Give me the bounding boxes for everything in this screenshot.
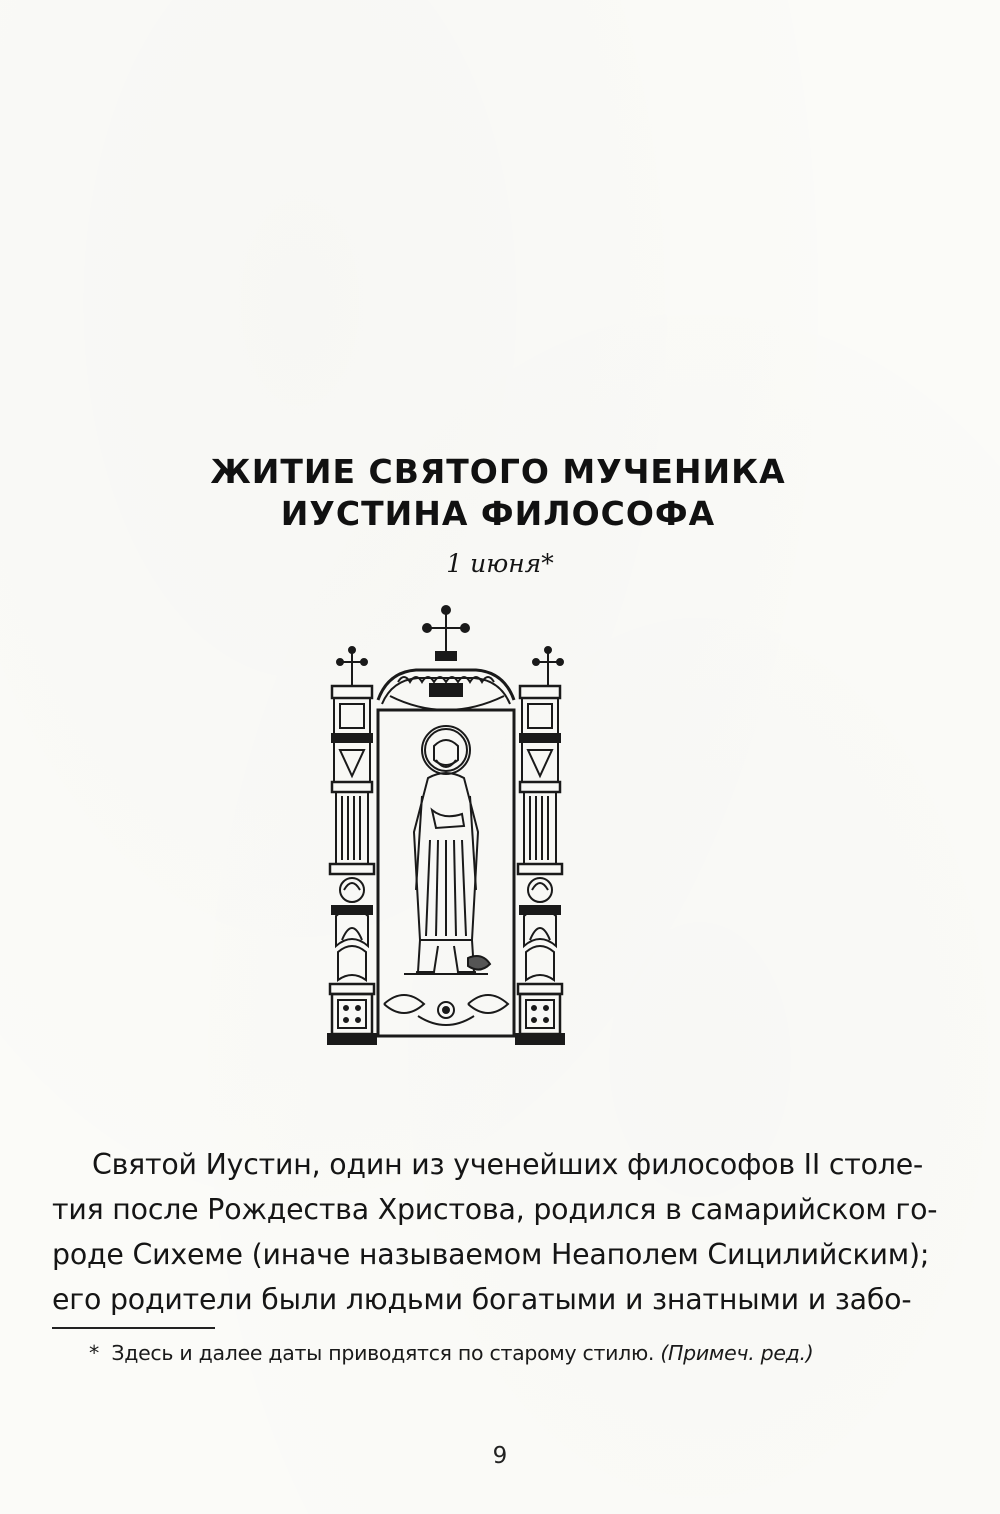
footnote-marker: * xyxy=(89,1341,99,1365)
body-line-4: его родители были людьми богатыми и знатными и забо- xyxy=(52,1283,912,1316)
footnote xyxy=(89,1341,813,1365)
page-number: 9 xyxy=(492,1443,508,1469)
left-cross-icon xyxy=(337,647,367,686)
footnote-divider xyxy=(52,1327,215,1329)
body-line-1: Святой Иустин, один из ученейших философов II столе- xyxy=(92,1148,924,1181)
saint-icon-illustration xyxy=(318,600,574,1068)
body-line-3: роде Сихеме (иначе называемом Неаполем Сицилийским); xyxy=(52,1238,930,1271)
body-line-2: тия после Рождества Христова, родился в самарийском го- xyxy=(52,1193,938,1226)
chapter-title-line-2: ИУСТИНА ФИЛОСОФА xyxy=(280,494,716,533)
feast-date: 1 июня* xyxy=(446,549,554,578)
footnote-editor-note: (Примеч. ред.) xyxy=(660,1341,814,1365)
chapter-title-line-1: ЖИТИЕ СВЯТОГО МУЧЕНИКА xyxy=(210,452,786,491)
right-cross-icon xyxy=(533,647,563,686)
saint-icon xyxy=(318,600,574,1068)
footnote-text: Здесь и далее даты приводятся по старому стилю. xyxy=(111,1341,655,1365)
saint-figure-icon xyxy=(404,726,490,974)
top-cross-icon xyxy=(423,606,469,660)
